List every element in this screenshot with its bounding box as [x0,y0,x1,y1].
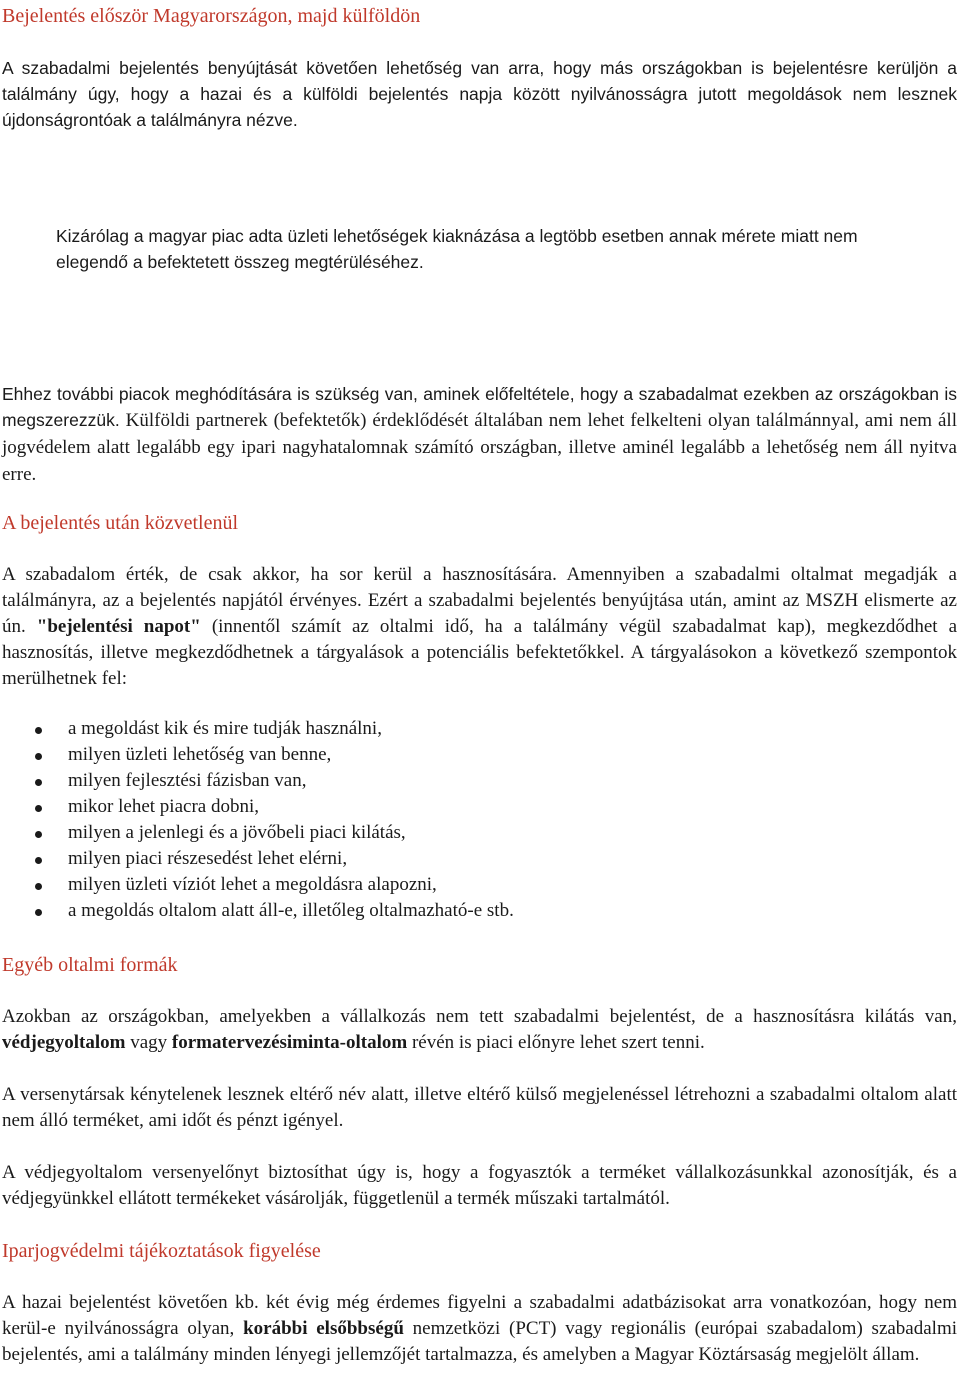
paragraph-part: A szabadalom érték, de csak akkor, ha sor kerül a hasznosítására. Amennyiben a szabadalmi oltalmat megadják a találmányra, az a bejelentés napjától érvényes. Ezért a szabadalmi bejelentés benyújtása után, amint az MSZH elismerte az ún. [2,564,957,637]
criteria-list [0,716,900,924]
bullet-icon [35,831,42,838]
bullet-icon [35,883,42,890]
list-item [0,742,900,768]
bold-term: korábbi elsőbbségű [243,1318,404,1339]
paragraph-part: nemzetközi (PCT) vagy regionális (európai szabadalom) szabadalmi bejelentés, ami a találmány minden lényegi jellemzőjét tartalmazza, és amelyben a Magyar Köztársaság megjelölt állam. [2,1318,958,1365]
bullet-icon [35,805,42,812]
list-item [0,846,900,872]
paragraph-indented: Kizárólag a magyar piac adta üzleti lehetőségek kiaknázása a legtöbb esetben annak mérete miatt nem elegendő a befektetett összeg megtérüléséhez. [56,226,858,272]
list-item [0,898,900,924]
list-item-text: milyen üzleti lehetőség van benne, [68,744,332,765]
paragraph [2,562,957,692]
bullet-icon [35,779,42,786]
paragraph-part: Külföldi partnerek (befektetők) érdeklődését általában nem lehet felkelteni olyan találmánnyal, ami nem áll jogvédelem alatt legalább egy ipari nagyhatalomnak számító országban, illetve aminél legalább a lehetőség nem áll nyitva erre. [2,410,957,485]
list-item [0,872,900,898]
list-item [0,768,900,794]
bullet-icon [35,857,42,864]
list-item-text: a megoldás oltalom alatt áll-e, illetőleg oltalmazható-e stb. [68,900,514,921]
bold-term: védjegyoltalom [2,1032,126,1053]
paragraph: A szabadalmi bejelentés benyújtását követően lehetőség van arra, hogy más országokban is bejelentésre kerüljön a találmány úgy, hogy a hazai és a külföldi bejelentés napja között nyilvánosságra jutott megoldások nem lesznek újdonságrontóak a találmányra nézve. [2,58,957,130]
paragraph [2,1004,957,1056]
list-item-text: milyen üzleti víziót lehet a megoldásra alapozni, [68,874,437,895]
list-item-text: mikor lehet piacra dobni, [68,796,259,817]
paragraph-part: vagy [125,1032,172,1053]
paragraph: A versenytársak kénytelenek lesznek eltérő név alatt, illetve eltérő külső megjelenéssel létrehozni a szabadalmi oltalom alatt nem álló terméket, ami időt és pénzt igényel. [2,1084,957,1131]
bullet-icon [35,727,42,734]
section-heading: Egyéb oltalmi formák [2,954,178,976]
list-item [0,820,900,846]
section-heading: A bejelentés után közvetlenül [2,512,239,534]
paragraph-part: Ehhez további piacok meghódítására is szükség van, aminek előfeltétele, hogy a szabadalmat ezekben az országokban is megszerezzük. [2,384,957,430]
paragraph [2,381,957,488]
list-item-text: milyen a jelenlegi és a jövőbeli piaci kilátás, [68,822,406,843]
section-heading: Iparjogvédelmi tájékoztatások figyelése [2,1240,321,1262]
paragraph-part: révén is piaci előnyre lehet szert tenni. [407,1032,705,1053]
list-item [0,716,900,742]
list-item-text: milyen piaci részesedést lehet elérni, [68,848,348,869]
bullet-icon [35,909,42,916]
paragraph-part: (innentől számít az oltalmi idő, ha a találmány végül szabadalmat kap), megkezdődhet a hasznosítás, illetve megkezdődhetnek a tárgyalások a potenciális befektetőkkel. A tárgyalásokon a következő szempontok merülhetnek fel: [2,616,957,689]
paragraph-part: Azokban az országokban, amelyekben a vállalkozás nem tett szabadalmi bejelentést, de a hasznosításra kilátás van, [2,1006,957,1027]
paragraph [2,1290,957,1368]
paragraph: A védjegyoltalom versenyelőnyt biztosíthat úgy is, hogy a fogyasztók a terméket vállalkozásunkkal azonosítják, és a védjegyünkkel ellátott termékeket vásárolják, függetlenül a termék műszaki tartalmától. [2,1162,957,1209]
list-item-text: milyen fejlesztési fázisban van, [68,770,307,791]
bold-term: formatervezésiminta-oltalom [171,1032,408,1053]
section-heading: Bejelentés először Magyarországon, majd külföldön [2,5,421,27]
paragraph-part: A hazai bejelentést követően kb. két évig még érdemes figyelni a szabadalmi adatbázisokat arra vonatkozóan, hogy nem kerül-e nyilvánosságra olyan, [2,1292,957,1339]
list-item-text: a megoldást kik és mire tudják használni, [68,718,382,739]
bold-term: "bejelentési napot" [36,616,201,637]
bullet-icon [35,753,42,760]
list-item [0,794,900,820]
